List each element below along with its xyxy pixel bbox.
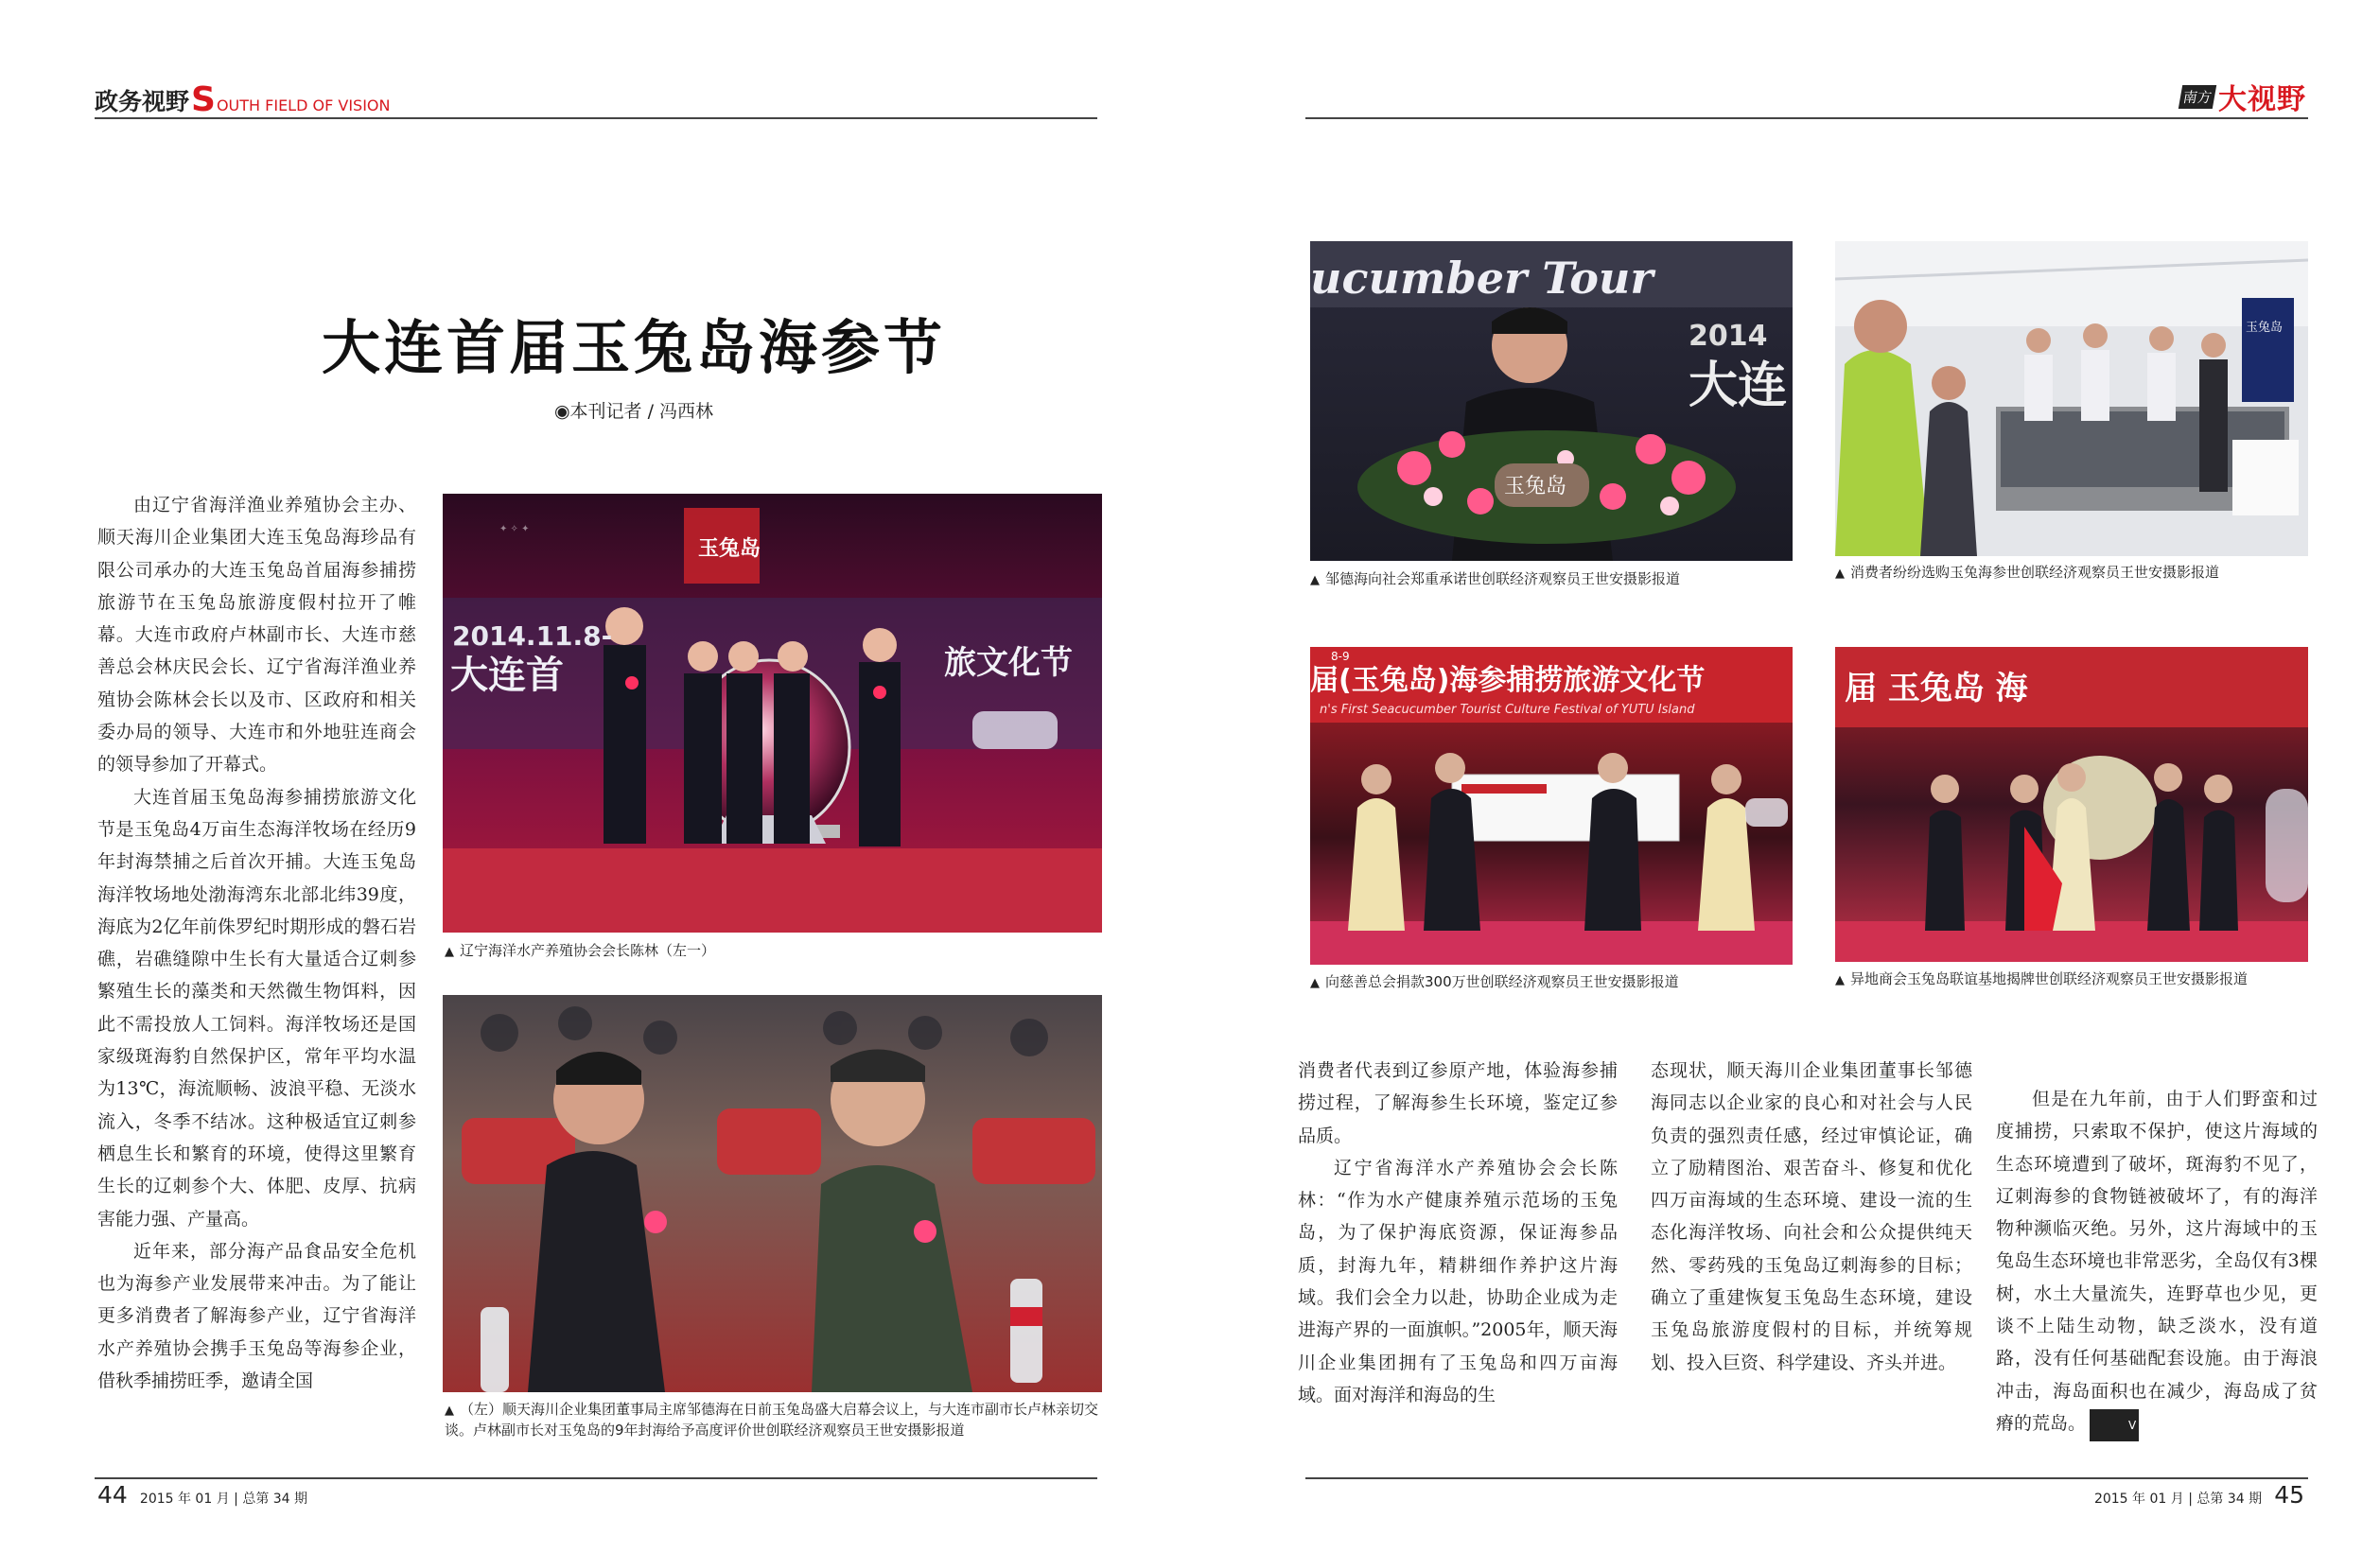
photo-consumers-image — [1835, 241, 2308, 556]
banner-title-right: 旅文化节 — [944, 644, 1073, 682]
caption-marker-icon: ▲ — [1835, 567, 1845, 581]
banner-title: 届(玉兔岛)海参捕捞旅游文化节 — [1310, 664, 1706, 697]
banner-year: 2014.11.8- — [452, 620, 613, 652]
caption-text: （左）顺天海川企业集团董事局主席邹德海在日前玉兔岛盛大启幕会议上，与大连市副市长卢林亲切交谈。卢林副市长对玉兔岛的9年封海给予高度评价世创联经济观察员王世安摄影报道 — [445, 1401, 1099, 1439]
text-column-4 — [1996, 1083, 2318, 1441]
footer-left — [97, 1481, 307, 1509]
photo-plaque-unveiling — [1835, 647, 2308, 962]
footer-rule-left — [95, 1477, 1097, 1479]
booth-sign: 玉兔岛 — [2246, 321, 2284, 335]
photo-caption-5 — [1310, 972, 1802, 993]
banner-text-en: ucumber Tour — [1310, 253, 1654, 304]
paragraph: 消费者代表到辽参原产地，体验海参捕捞过程，了解海参生长环境，鉴定辽参品质。 — [1298, 1060, 1618, 1146]
banner-date: 8-9 — [1331, 650, 1350, 663]
banner-title: 大连 — [1689, 358, 1788, 414]
end-mark: V — [2090, 1409, 2139, 1441]
section-header-left — [95, 78, 390, 117]
article-byline: ◉本刊记者 / 冯西林 — [553, 401, 714, 422]
photo-donation-image — [1310, 647, 1793, 965]
photo-donation — [1310, 647, 1793, 965]
svg-text:✦ ✧ ✦: ✦ ✧ ✦ — [499, 524, 530, 534]
photo-opening-ceremony — [443, 494, 1102, 933]
banner-subtitle-en: n's First Seacucumber Tourist Culture Festival of YUTU Island — [1320, 703, 1695, 717]
banner-title: 大连首 — [450, 654, 564, 697]
section-header-right — [2180, 76, 2306, 117]
header-rule-left — [95, 117, 1097, 119]
banner-title: 届 玉兔岛 海 — [1845, 670, 2028, 707]
footer-right — [2094, 1481, 2304, 1509]
magazine-logo: 大视野 — [2218, 83, 2306, 116]
caption-text: 辽宁海洋水产养殖协会会长陈林（左一） — [460, 942, 716, 959]
section-initial: S — [191, 80, 216, 119]
caption-text: 消费者纷纷选购玉兔海参世创联经济观察员王世安摄影报道 — [1850, 564, 2220, 581]
text-column-2 — [1298, 1055, 1618, 1411]
caption-marker-icon: ▲ — [1835, 973, 1845, 987]
caption-text: 向慈善总会捐款300万世创联经济观察员王世安摄影报道 — [1325, 973, 1679, 990]
paragraph: 大连首届玉兔岛海参捕捞旅游文化节是玉兔岛4万亩生态海洋牧场在经历9年封海禁捕之后首次开捕。大连玉兔岛海洋牧场地处渤海湾东北部北纬39度，海底为2亿年前侏罗纪时期形成的磐石岩礁，岩礁缝隙中生长有大量适合辽刺参繁殖生长的藻类和天然微生物饵料，因此不需投放人工饲料。海洋牧场还是国家级斑海豹自然保护区，常年平均水温为13℃，海流顺畅、波浪平稳、无淡水流入，冬季不结冰。这种极适宜辽刺参栖息生长和繁育的环境，使得这里繁育生长的辽刺参个大、体肥、皮厚、抗病害能力强、产量高。 — [97, 786, 416, 1230]
caption-text: 邹德海向社会郑重承诺世创联经济观察员王世安摄影报道 — [1325, 570, 1681, 587]
text-column-3 — [1651, 1055, 1972, 1379]
footer-rule-right — [1305, 1477, 2308, 1479]
magazine-tag: 南方 — [2179, 85, 2216, 109]
paragraph: 近年来，部分海产品食品安全危机也为海参产业发展带来冲击。为了能让更多消费者了解海参产业，辽宁省海洋水产养殖协会携手玉兔岛等海参企业，借秋季捕捞旺季，邀请全国 — [97, 1240, 416, 1392]
paragraph: 辽宁省海洋水产养殖协会会长陈林：“作为水产健康养殖示范场的玉兔岛，为了保护海底资源，保证海参品质，封海九年，精耕细作养护这片海域。我们会全力以赴，协助企业成为走进海产界的一面旗帜。”2005年，顺天海川企业集团拥有了玉兔岛和四万亩海域。面对海洋和海岛的生 — [1298, 1157, 1618, 1405]
caption-marker-icon: ▲ — [1310, 976, 1320, 990]
podium-logo: 玉兔岛 — [1504, 475, 1567, 498]
photo-plaque-unveiling-image — [1835, 647, 2308, 962]
photo-speaker-image — [1310, 241, 1793, 561]
photo-caption-2 — [445, 1400, 1107, 1440]
header-rule-right — [1305, 117, 2308, 119]
photo-caption-6 — [1835, 969, 2327, 990]
photo-caption-3 — [1310, 569, 1802, 590]
photo-consumers — [1835, 241, 2308, 556]
page-number: 45 — [2274, 1481, 2304, 1509]
photo-meeting — [443, 995, 1102, 1392]
photo-caption-1 — [445, 941, 1107, 962]
caption-marker-icon: ▲ — [445, 945, 454, 959]
photo-speaker — [1310, 241, 1793, 561]
paragraph: 由辽宁省海洋渔业养殖协会主办、顺天海川企业集团大连玉兔岛海珍品有限公司承办的大连玉兔岛首届海参捕捞旅游节在玉兔岛旅游度假村拉开了帷幕。大连市政府卢林副市长、大连市慈善总会林庆民会长、辽宁省海洋渔业养殖协会陈林会长以及市、区政府和相关委办局的领导、大连市和外地驻连商会的领导参加了开幕式。 — [97, 495, 416, 776]
paragraph-text: 但是在九年前，由于人们野蛮和过度捕捞，只索取不保护，使这片海域的生态环境遭到了破坏，斑海豹不见了，辽刺海参的食物链被破坏了，有的海洋物种濒临灭绝。另外，这片海域中的玉兔岛生态环境也非常恶劣，全岛仅有3棵树，水土大量流失，连野草也少见，更谈不上陆生动物，缺乏淡水，没有道路，没有任何基础配套设施。由于海浪冲击，海岛面积也在减少，海岛成了贫瘠的荒岛。 — [1996, 1089, 2318, 1434]
article-title: 大连首届玉兔岛海参节 — [321, 313, 946, 382]
photo-opening-ceremony-image — [443, 494, 1102, 933]
issue-info: 2015 年 01 月 | 总第 34 期 — [2093, 1492, 2263, 1507]
paragraph: 态现状，顺天海川企业集团董事长邹德海同志以企业家的良心和对社会与人民负责的强烈责任感，经过审慎论证，确立了励精图治、艰苦奋斗、修复和优化四万亩海域的生态环境、建设一流的生态化海洋牧场、向社会和公众提供纯天然、零药残的玉兔岛辽刺海参的目标；确立了重建恢复玉兔岛生态环境，建设玉兔岛旅游度假村的目标，并统筹规划、投入巨资、科学建设、齐头并进。 — [1651, 1060, 1972, 1373]
section-title-cn: 政务视野 — [95, 88, 190, 115]
paragraph — [1996, 1083, 2318, 1441]
caption-marker-icon: ▲ — [445, 1404, 454, 1418]
issue-info: 2015 年 01 月 | 总第 34 期 — [139, 1492, 308, 1507]
caption-marker-icon: ▲ — [1310, 573, 1320, 587]
photo-caption-4 — [1835, 563, 2327, 584]
photo-meeting-image — [443, 995, 1102, 1392]
caption-text: 异地商会玉兔岛联谊基地揭牌世创联经济观察员王世安摄影报道 — [1850, 970, 2249, 987]
banner-year: 2014 — [1689, 320, 1768, 353]
banner-logo: 玉兔岛 — [698, 536, 761, 561]
text-column-1 — [97, 489, 416, 1397]
page-number: 44 — [97, 1481, 128, 1509]
section-title-en: OUTH FIELD OF VISION — [216, 96, 391, 114]
